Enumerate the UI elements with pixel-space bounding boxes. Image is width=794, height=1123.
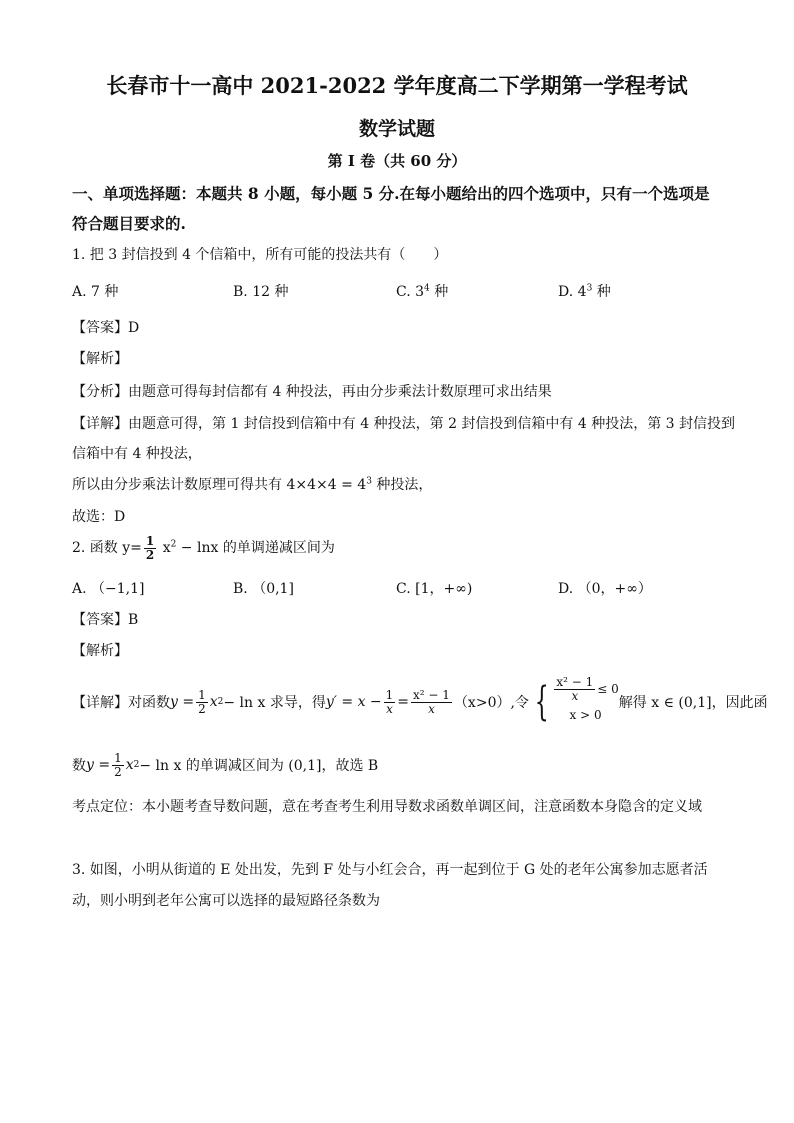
q2-option-a: A. （−1,1] [72,581,145,597]
q2-d9: = [397,694,410,710]
q2-answer [72,609,138,629]
q1-fenxi [72,381,552,401]
detail-tag: 【详解】 [72,416,128,432]
q1-detail-line1 [72,413,735,433]
q1-option-d-base: 4 [577,284,587,300]
q1-detail-line3-exp: 3 [366,476,372,487]
q1-detail-line3-suffix: 种投法， [371,477,433,493]
q2-analysis-tag: 【解析】 [72,643,128,659]
q2-line2-c: x [125,757,134,774]
exam-title: 长春市十一高中 2021-2022 学年度高二下学期第一学程考试 [106,73,688,98]
q1-answer-value: D [128,320,140,336]
q2-option-b: B. （0,1] [233,581,294,597]
q2-stem-exp: 2 [170,539,177,550]
q1-option-d-suffix: 种 [592,284,611,300]
q1-conclusion: 故选：D [72,509,126,525]
q2-d1: 对函数 [128,695,170,711]
q1-answer [72,317,139,337]
q2-inequality-system [529,676,619,728]
q1-detail-text1: 由题意可得，第 1 封信投到信箱中有 4 种投法，第 2 封信投到信箱中有 4 种投法，第 3 封信投到 [128,416,736,432]
q2-deriv-fraction [411,689,452,715]
q2-stem-fraction [144,535,156,561]
q2-line2-num: 1 [114,751,122,765]
q2-d6: y′ = x − [325,694,382,710]
q2-line2-a: 数 [72,758,86,775]
q1-option-d [558,281,611,301]
left-brace-icon: { [534,679,549,725]
q2-d3: x [209,694,218,710]
section-heading-line1: 一、单项选择题：本题共 8 小题，每小题 5 分.在每小题给出的四个选项中，只有一个选项是 [72,184,710,203]
q1-detail-line3 [72,474,432,494]
q2-detail-line2: 数 y = $\frac{1}{2}$ x 2 − ln x 的单调减区间为 (0,1]，故选 B [72,751,379,779]
q2-d12: （x>0）,令 [453,695,529,711]
q2-option-c: C. [1，+∞) [396,581,473,597]
q1-stem: 1. 把 3 封信投到 4 个信箱中，所有可能的投法共有（ ） [72,247,448,263]
q2-detail-line1: 【详解】 对函数 y = $\frac{1}{2}$ x 2 − ln x 求导，得 y′ = x − $\frac{1}{x}$ = $\frac{\text{x² − 1}}{x}$ （x>0）,令 { $\frac{\text{x² − 1}}{x}$ ≤ 0 x > 0 解得 x ∈ (0,1]，因此函 [72,676,768,728]
fenxi-tag: 【分析】 [72,384,128,400]
q2-system-rows [552,676,618,728]
q1-option-c-base: 3 [415,284,425,300]
detail-tag: 【详解】 [72,695,128,711]
q1-option-c [396,281,448,301]
q2-stem-prefix: 2. 函数 y= [72,540,142,557]
q2-d10: x² − 1 [413,687,450,702]
q2-d13: 解得 x ∈ (0,1]，因此函 [618,695,768,711]
q2-system-row-top [552,676,618,702]
q3-stem-line1: 3. 如图，小明从街道的 E 处出发，先到 F 处与小红会合，再一起到位于 G 处的老年公寓参加志愿者活 [72,862,708,878]
answer-tag: 【答案】 [72,320,128,336]
q2-stem-suffix: − lnx 的单调递减区间为 [176,540,335,557]
q2-half-den: 2 [198,701,206,716]
q1-detail-line3-base: 4 [357,477,367,493]
q3-stem-line2: 动，则小明到老年公寓可以选择的最短路径条数为 [72,893,380,909]
q2-system-row-bottom: x > 0 [569,708,602,722]
q2-sys-den: x [571,688,579,703]
q1-option-a: A. 7 种 [72,284,119,300]
q1-detail-line2: 信箱中有 4 种投法， [72,446,202,462]
q2-kaodian: 考点定位：本小题考查导数问题，意在考查考生利用导数求函数单调区间，注意函数本身隐含的定义域 [72,799,702,815]
q1-fenxi-text: 由题意可得每封信都有 4 种投法，再由分步乘法计数原理可求出结果 [128,384,552,400]
q2-frac-num: 1 [145,534,155,548]
q2-stem [72,535,335,561]
q2-d11: x [428,701,435,716]
q2-answer-value: B [128,612,139,628]
q2-sys-rel: ≤ 0 [597,682,619,696]
q2-inv-x-fraction [384,689,396,715]
q2-half-num: 1 [198,687,206,702]
q2-d8: x [386,701,393,716]
q2-sys-num: x² − 1 [556,674,594,689]
q1-option-c-suffix: 种 [429,284,449,300]
q1-option-c-exp: 4 [424,283,430,294]
q2-stem-mid: x [158,540,171,557]
q2-line2-fraction [112,752,124,778]
q2-frac-den: 2 [145,547,155,562]
q2-line2-b: y = [86,757,111,774]
answer-tag: 【答案】 [72,612,128,628]
q2-option-d: D. （0，+∞） [558,581,652,597]
part-title: 第 I 卷（共 60 分） [327,152,467,170]
q2-line2-e: − ln x 的单调减区间为 (0,1]，故选 B [139,758,379,775]
q2-d5: − ln x 求导，得 [223,695,326,711]
q1-option-d-exp: 3 [586,283,593,294]
subject-title: 数学试题 [358,118,435,140]
q1-detail-line3-prefix: 所以由分步乘法计数原理可得共有 4×4×4 = [72,477,358,493]
section-heading-line2: 符合题目要求的. [72,214,186,233]
q1-option-c-prefix: C. [396,284,416,300]
q2-line2-den: 2 [114,764,122,779]
q2-system-fraction [554,676,595,702]
q2-d2: y = [170,694,195,710]
q1-analysis-tag: 【解析】 [72,351,128,367]
q2-half-fraction [196,689,208,715]
q1-option-b: B. 12 种 [233,284,289,300]
q1-option-d-prefix: D. [558,284,578,300]
q2-d7: 1 [385,687,394,702]
